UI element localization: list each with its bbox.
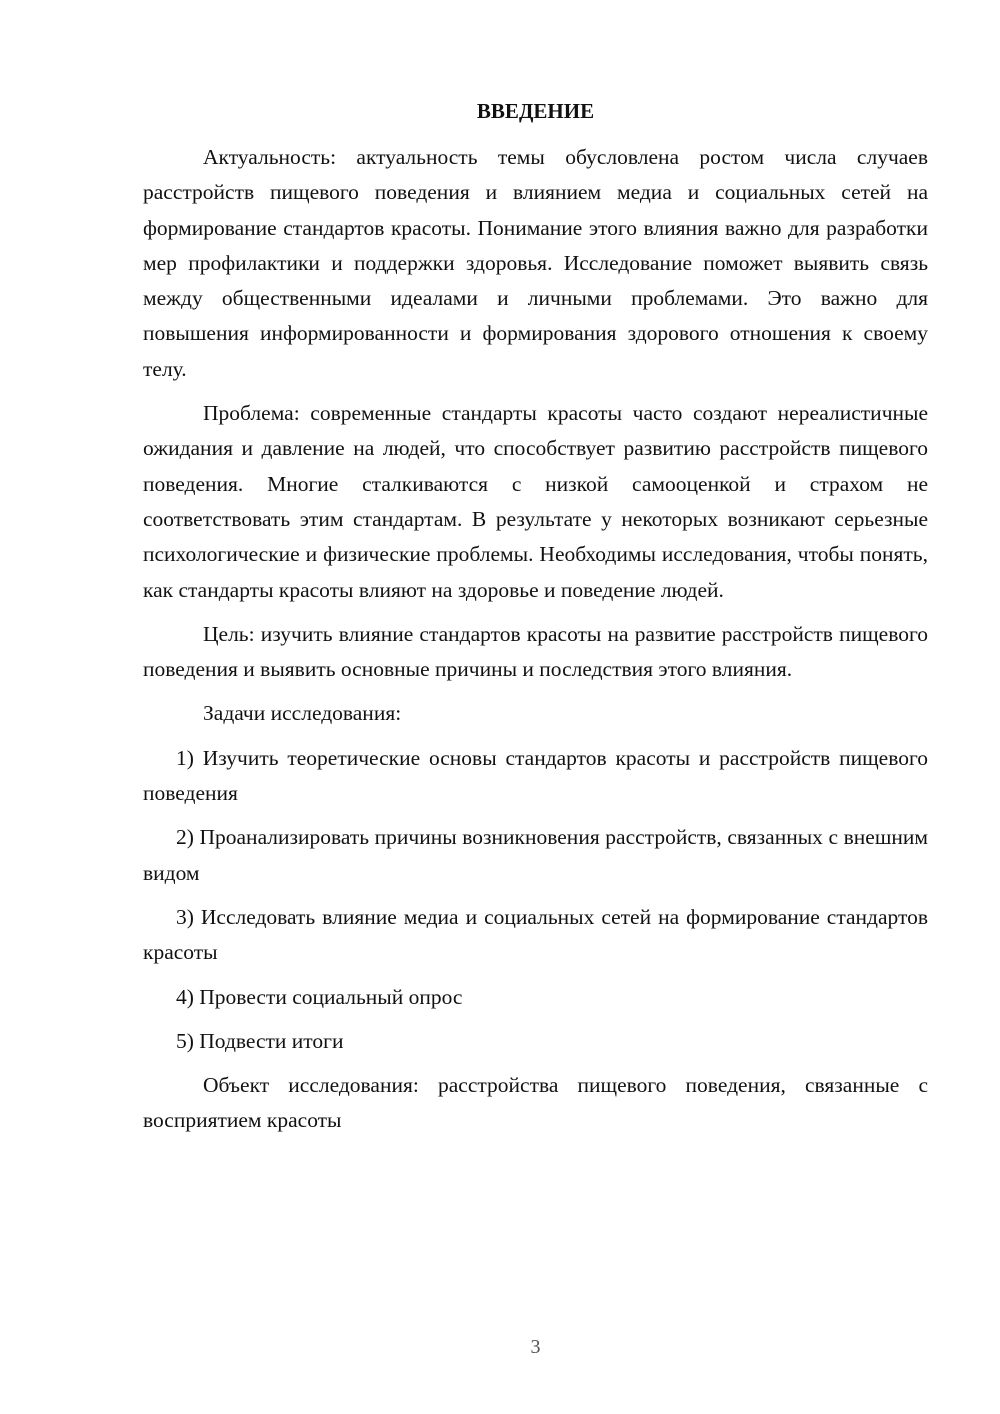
task-item-1: 1) Изучить теоретические основы стандартов красоты и расстройств пищевого поведения <box>143 745 928 806</box>
problem-paragraph: Проблема: современные стандарты красоты часто создают нереалистичные ожидания и давление на людей, что способствует развитию расстройств пищевого поведения. Многие сталкиваются с низкой самооценкой и страхом не соответствовать этим стандартам. В результате у некоторых возникают серьезные психологические и физические проблемы. Необходимы исследования, чтобы понять, как стандарты красоты влияют на здоровье и поведение людей. <box>143 401 928 602</box>
page-number: 3 <box>530 1336 541 1358</box>
task-item-5: 5) Подвести итоги <box>176 1028 344 1053</box>
goal-paragraph: Цель: изучить влияние стандартов красоты на развитие расстройств пищевого поведения и выявить основные причины и последствия этого влияния. <box>143 621 928 682</box>
object-paragraph: Объект исследования: расстройства пищевого поведения, связанные с восприятием красоты <box>143 1073 928 1133</box>
relevance-paragraph: Актуальность: актуальность темы обусловлена ростом числа случаев расстройств пищевого поведения и влиянием медиа и социальных сетей на формирование стандартов красоты. Понимание этого влияния важно для разработки мер профилактики и поддержки здоровья. Исследование поможет выявить связь между общественными идеалами и личными проблемами. Это важно для повышения информированности и формирования здорового отношения к своему телу. <box>143 145 928 381</box>
task-item-4: 4) Провести социальный опрос <box>176 984 463 1009</box>
section-title: ВВЕДЕНИЕ <box>476 99 595 123</box>
document-body <box>143 140 928 1148</box>
task-item-3: 3) Исследовать влияние медиа и социальных сетей на формирование стандартов красоты <box>143 904 928 965</box>
tasks-heading: Задачи исследования: <box>203 701 402 726</box>
task-item-2: 2) Проанализировать причины возникновения расстройств, связанных с внешним видом <box>143 825 928 885</box>
